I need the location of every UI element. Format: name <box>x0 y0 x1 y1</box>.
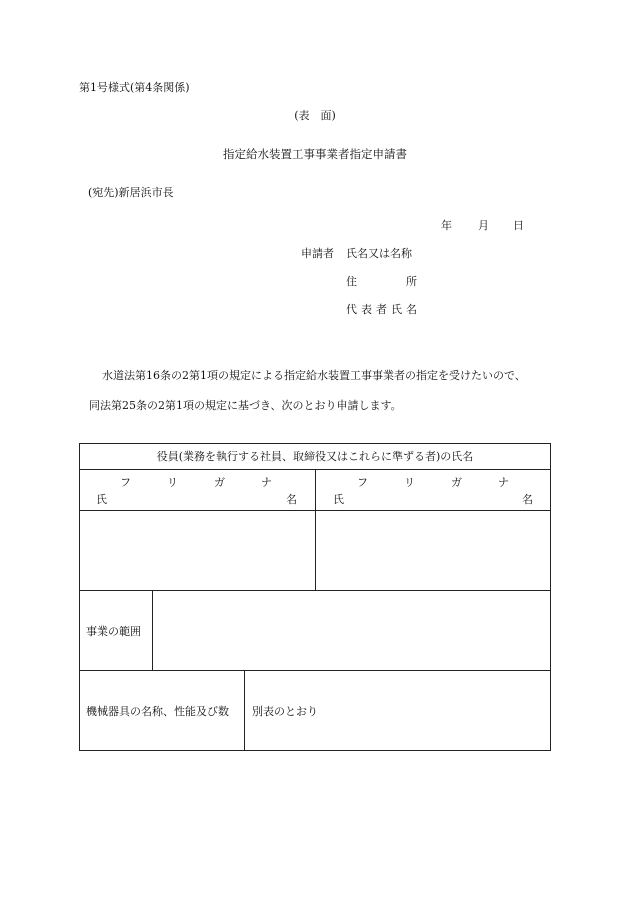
address-char: 住 <box>346 275 357 288</box>
applicant-address-field <box>346 276 417 287</box>
representative-char: 名 <box>406 303 417 316</box>
business-scope-label: 事業の範囲 <box>86 625 141 638</box>
furigana-char: リ <box>404 476 415 489</box>
applicant-representative-field <box>346 304 417 315</box>
representative-char: 者 <box>376 303 387 316</box>
furigana-char: リ <box>167 476 178 489</box>
table-column-divider <box>244 670 245 750</box>
equipment-value: 別表のとおり <box>252 705 318 718</box>
table-rule <box>79 670 551 671</box>
equipment-label: 機械器具の名称、性能及び数 <box>86 705 229 718</box>
furigana-label-right <box>357 477 509 488</box>
form-number: 第1号様式(第4条関係) <box>79 81 190 94</box>
address-char: 所 <box>406 275 417 288</box>
representative-char: 氏 <box>391 303 402 316</box>
furigana-char: フ <box>120 476 131 489</box>
form-side-label: (表 面) <box>294 109 336 122</box>
furigana-label-left <box>120 477 272 488</box>
name-char: 氏 <box>333 493 344 506</box>
applicant-label: 申請者 <box>301 247 334 260</box>
name-label-right <box>333 494 533 505</box>
officer-name-cell-right[interactable] <box>316 511 550 590</box>
date-month-label: 月 <box>478 219 489 232</box>
table-border-right <box>550 443 551 751</box>
body-text-line-2: 同法第25条の2第1項の規定に基づき、次のとおり申請します。 <box>89 399 402 412</box>
table-border-top <box>79 443 551 444</box>
body-text-line-1: 水道法第16条の2第1項の規定による指定給水装置工事事業者の指定を受けたいので、 <box>102 369 526 382</box>
officer-name-cell-left[interactable] <box>80 511 315 590</box>
furigana-char: ナ <box>261 476 272 489</box>
furigana-char: ガ <box>214 476 225 489</box>
name-char: 氏 <box>96 493 107 506</box>
officers-header: 役員(業務を執行する社員、取締役又はこれらに準ずる者)の氏名 <box>156 450 474 463</box>
document-title: 指定給水装置工事事業者指定申請書 <box>223 147 407 161</box>
representative-char: 代 <box>346 303 357 316</box>
name-char: 名 <box>522 493 533 506</box>
applicant-name-field: 氏名又は名称 <box>346 247 412 260</box>
business-scope-cell[interactable] <box>153 591 550 670</box>
representative-char: 表 <box>361 303 372 316</box>
table-border-bottom <box>79 750 551 751</box>
table-border-left <box>79 443 80 751</box>
furigana-char: ナ <box>498 476 509 489</box>
name-char: 名 <box>286 493 297 506</box>
date-day-label: 日 <box>513 219 524 232</box>
furigana-char: フ <box>357 476 368 489</box>
name-label-left <box>96 494 297 505</box>
addressee: (宛先)新居浜市長 <box>88 186 174 199</box>
furigana-char: ガ <box>451 476 462 489</box>
date-year-label: 年 <box>441 219 452 232</box>
